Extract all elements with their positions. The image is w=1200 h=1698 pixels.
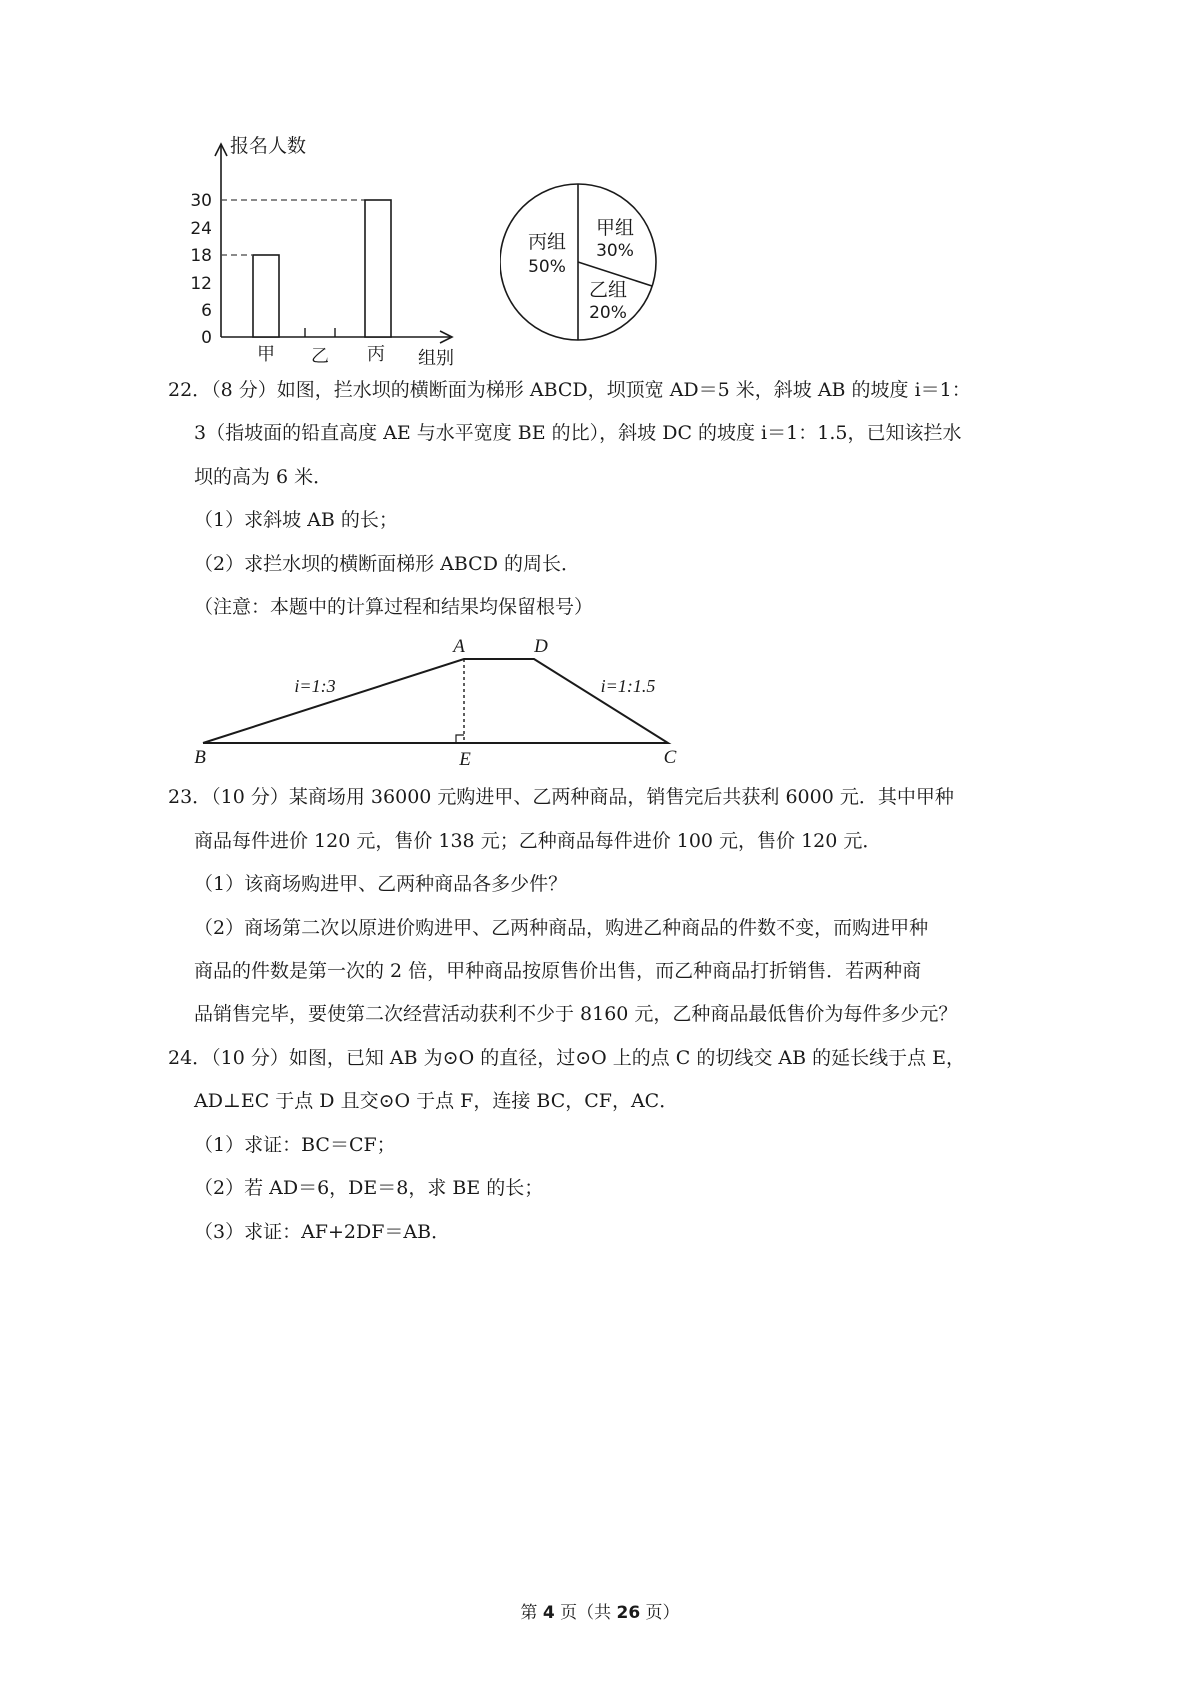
q23-part-2-line-3: 品销售完毕，要使第二次经营活动获利不少于 8160 元，乙种商品最低售价为每件多少元？: [194, 1003, 958, 1025]
q22-part-1: （1）求斜坡 AB 的长；: [194, 509, 398, 531]
vertex-label-E: E: [459, 749, 471, 770]
pie-label-bing: 丙组: [527, 231, 567, 253]
vertex-label-C: C: [663, 747, 677, 768]
y-tick-label: 6: [201, 301, 212, 321]
q23-part-2-line-2: 商品的件数是第一次的 2 倍，甲种商品按原售价出售，而乙种商品打折销售．若两种商: [194, 960, 922, 982]
pie-pct-yi: 20%: [589, 303, 627, 323]
pie-label-jia: 甲组: [595, 217, 635, 239]
right-angle-mark: [456, 735, 464, 743]
footer-page-number: 4: [542, 1603, 555, 1623]
footer-prefix: 第: [520, 1603, 543, 1623]
page-footer: [0, 1598, 1200, 1623]
q24-part-1: （1）求证：BC＝CF；: [194, 1134, 396, 1156]
x-category-label: 甲: [257, 344, 275, 365]
pie-pct-jia: 30%: [596, 241, 634, 261]
x-category-label: 丙: [367, 344, 385, 365]
footer-suffix: 页）: [640, 1603, 680, 1623]
vertex-label-D: D: [534, 636, 548, 657]
q23-part-1: （1）该商场购进甲、乙两种商品各多少件？: [194, 873, 568, 895]
q22-line-3: 坝的高为 6 米．: [194, 466, 333, 488]
x-category-label: 乙: [311, 346, 329, 367]
bar-jia: [253, 255, 279, 337]
bar-bing: [365, 200, 391, 337]
q24-line-2: AD⊥EC 于点 D 且交⊙O 于点 F，连接 BC，CF，AC．: [194, 1090, 679, 1112]
q22-line-2: 3（指坡面的铅直高度 AE 与水平宽度 BE 的比），斜坡 DC 的坡度 i＝1：1.5，已知该拦水: [194, 422, 962, 444]
vertex-label-A: A: [453, 636, 465, 657]
trapezoid-outline: [203, 659, 668, 743]
y-tick-label: 18: [190, 246, 212, 266]
vertex-label-B: B: [194, 747, 206, 768]
q23-part-2-line-1: （2）商场第二次以原进价购进甲、乙两种商品，购进乙种商品的件数不变，而购进甲种: [194, 917, 929, 939]
footer-total-pages: 26: [616, 1603, 641, 1623]
q23-line-2: 商品每件进价 120 元，售价 138 元；乙种商品每件进价 100 元，售价 120 元．: [194, 830, 882, 852]
trapezoid-figure: [180, 630, 700, 770]
y-axis-title: 报名人数: [230, 135, 307, 157]
q24-line-1: 24．（10 分）如图，已知 AB 为⊙O 的直径，过⊙O 上的点 C 的切线交 AB 的延长线于点 E，: [168, 1047, 966, 1069]
bar-chart: [190, 130, 490, 370]
q22-note: （注意：本题中的计算过程和结果均保留根号）: [194, 596, 594, 618]
slope-label-right: i=1:1.5: [600, 676, 656, 696]
q22-part-2: （2）求拦水坝的横断面梯形 ABCD 的周长．: [194, 553, 580, 575]
x-axis-title: 组别: [418, 348, 454, 369]
q24-part-3: （3）求证：AF+2DF＝AB．: [194, 1221, 451, 1243]
pie-label-yi: 乙组: [588, 279, 628, 301]
y-tick-label: 12: [190, 274, 212, 294]
slope-label-left: i=1:3: [294, 676, 336, 696]
pie-pct-bing: 50%: [528, 257, 566, 277]
y-tick-label: 0: [201, 328, 212, 348]
q24-part-2: （2）若 AD＝6，DE＝8，求 BE 的长；: [194, 1177, 544, 1199]
q22-line-1: 22．（8 分）如图，拦水坝的横断面为梯形 ABCD，坝顶宽 AD＝5 米，斜坡 AB 的坡度 i＝1：: [168, 379, 971, 401]
y-tick-label: 24: [190, 219, 212, 239]
footer-middle: 页（共: [554, 1603, 617, 1623]
pie-chart: [500, 178, 670, 348]
y-tick-label: 30: [190, 191, 212, 211]
q23-line-1: 23．（10 分）某商场用 36000 元购进甲、乙两种商品，销售完后共获利 6000 元．其中甲种: [168, 786, 954, 808]
